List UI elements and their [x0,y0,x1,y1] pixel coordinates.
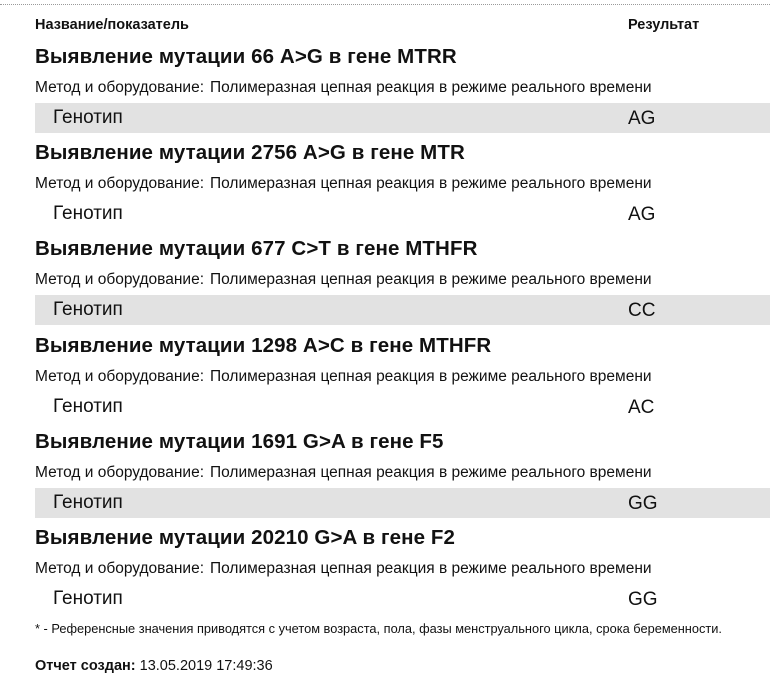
method-label: Метод и оборудование: [35,175,205,192]
test-title: Выявление мутации 677 C>T в гене MTHFR [35,237,478,260]
reference-footnote: * - Референсные значения приводятся с учетом возраста, пола, фазы менструального цикла, срока беременности. [35,621,722,636]
test-block-mthfr-1298 [0,334,770,430]
test-title: Выявление мутации 2756 A>G в гене MTR [35,141,465,164]
method-value: Полимеразная цепная реакция в режиме реального времени [210,560,652,577]
test-block-mthfr-677 [0,237,770,333]
result-row-value: AG [628,204,656,225]
page-top-border [0,4,770,5]
result-row [35,488,770,518]
result-row-value: AC [628,397,655,418]
result-row-label: Генотип [53,203,123,224]
test-method [35,79,652,97]
result-row-value: GG [628,589,658,610]
result-row-value: CC [628,300,656,321]
header-result-column: Результат [628,17,700,33]
test-title: Выявление мутации 66 A>G в гене MTRR [35,45,457,68]
result-row [35,103,770,133]
test-title: Выявление мутации 20210 G>A в гене F2 [35,526,456,549]
method-value: Полимеразная цепная реакция в режиме реального времени [210,175,652,192]
result-row-label: Генотип [53,588,123,609]
method-value: Полимеразная цепная реакция в режиме реального времени [210,368,652,385]
table-header [35,17,770,37]
report-created [35,658,273,674]
result-row [35,295,770,325]
test-method [35,175,652,193]
test-title: Выявление мутации 1691 G>A в гене F5 [35,430,444,453]
method-label: Метод и оборудование: [35,560,205,577]
result-row-label: Генотип [53,396,123,417]
test-title: Выявление мутации 1298 A>C в гене MTHFR [35,334,492,357]
test-block-mtrr-66 [0,45,770,141]
method-label: Метод и оборудование: [35,79,205,96]
test-method [35,560,652,578]
method-label: Метод и оборудование: [35,368,205,385]
test-method [35,368,652,386]
test-block-f2-20210 [0,526,770,622]
result-row [35,584,770,614]
report-created-value: 13.05.2019 17:49:36 [139,658,273,674]
test-method [35,464,652,482]
result-row-label: Генотип [53,107,123,128]
method-label: Метод и оборудование: [35,271,205,288]
result-row [35,199,770,229]
report-created-label: Отчет создан: [35,658,136,674]
method-value: Полимеразная цепная реакция в режиме реального времени [210,79,652,96]
result-row-label: Генотип [53,299,123,320]
result-row-value: GG [628,493,658,514]
test-block-f5-1691 [0,430,770,526]
result-row [35,392,770,422]
method-value: Полимеразная цепная реакция в режиме реального времени [210,271,652,288]
method-value: Полимеразная цепная реакция в режиме реального времени [210,464,652,481]
result-row-value: AG [628,108,656,129]
test-method [35,271,652,289]
result-row-label: Генотип [53,492,123,513]
header-name-column: Название/показатель [35,17,189,33]
method-label: Метод и оборудование: [35,464,205,481]
test-block-mtr-2756 [0,141,770,237]
